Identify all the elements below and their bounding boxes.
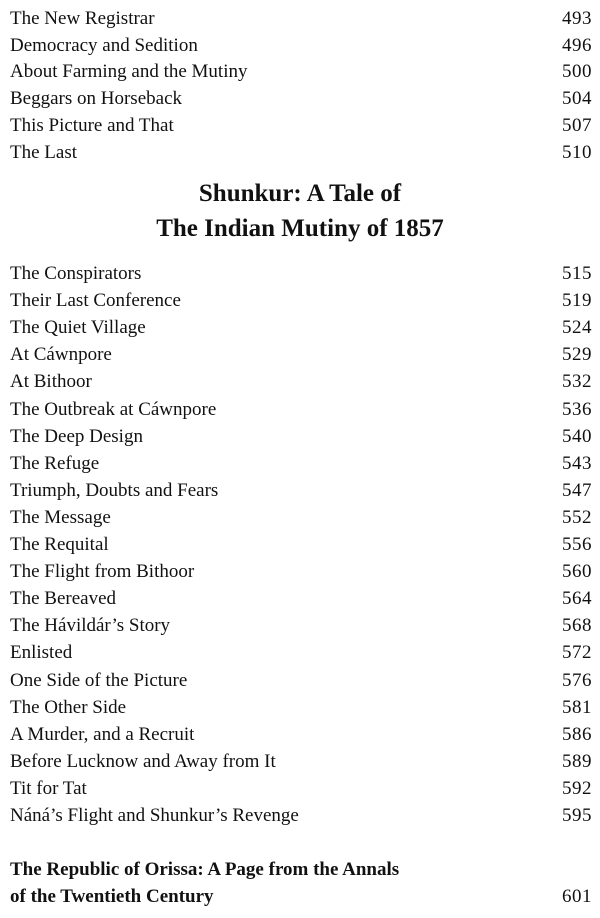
toc-entry-title: The Last bbox=[10, 141, 78, 163]
toc-entry-title: The Conspirators bbox=[10, 263, 142, 284]
toc-entry bbox=[10, 667, 592, 694]
toc-entry-page-number: 507 bbox=[562, 114, 592, 136]
final-entry-title-line2: of the Twentieth Century bbox=[10, 886, 214, 907]
toc-entry-page-number: 510 bbox=[562, 141, 592, 163]
toc-entry bbox=[10, 775, 592, 802]
toc-entry-page-number: 586 bbox=[562, 723, 592, 745]
toc-entry-title: Democracy and Sedition bbox=[10, 34, 198, 56]
toc-entry bbox=[10, 5, 592, 32]
final-entry-page-number: 601 bbox=[562, 886, 592, 907]
toc-entry-page-number: 519 bbox=[562, 290, 592, 312]
toc-entry-page-number: 504 bbox=[562, 88, 592, 110]
toc-entry-page-number: 500 bbox=[562, 61, 592, 83]
section-heading bbox=[0, 176, 600, 246]
toc-entry-title: Their Last Conference bbox=[10, 290, 181, 312]
toc-entry-page-number: 515 bbox=[562, 263, 592, 284]
toc-entry bbox=[10, 139, 592, 166]
toc-entry bbox=[10, 58, 592, 85]
toc-entry bbox=[10, 477, 592, 504]
toc-entry-page-number: 564 bbox=[562, 588, 592, 610]
toc-entry-title: Enlisted bbox=[10, 642, 73, 664]
toc-entry-title: Before Lucknow and Away from It bbox=[10, 750, 276, 772]
toc-entry bbox=[10, 368, 592, 395]
toc-entry bbox=[10, 396, 592, 423]
toc-entry-page-number: 589 bbox=[562, 750, 592, 772]
toc-entry bbox=[10, 450, 592, 477]
toc-entry-title: The Requital bbox=[10, 534, 109, 555]
final-entry-title-line1: The Republic of Orissa: A Page from the Annals bbox=[10, 859, 400, 880]
toc-entry-page-number: 536 bbox=[562, 398, 592, 420]
toc-entry-page-number: 532 bbox=[562, 371, 592, 393]
toc-entry-title: The Message bbox=[10, 506, 111, 528]
toc-entry bbox=[10, 558, 592, 585]
toc-entry-title: At Bithoor bbox=[10, 371, 92, 393]
toc-entry bbox=[10, 314, 592, 341]
toc-entry-page-number: 540 bbox=[562, 425, 592, 447]
toc-entry-page-number: 543 bbox=[562, 452, 592, 474]
toc-entry-title: Tit for Tat bbox=[10, 777, 87, 799]
toc-entry bbox=[10, 85, 592, 112]
section-heading-line2: The Indian Mutiny of 1857 bbox=[156, 215, 444, 242]
toc-entry bbox=[10, 694, 592, 721]
toc-entry-title: At Cáwnpore bbox=[10, 344, 112, 366]
toc-entry-title: The New Registrar bbox=[10, 8, 155, 29]
final-entry-line1 bbox=[10, 856, 592, 883]
toc-entry-title: The Other Side bbox=[10, 696, 127, 718]
toc-entry bbox=[10, 531, 592, 558]
toc-entry-page-number: 568 bbox=[562, 615, 592, 637]
toc-entry-page-number: 556 bbox=[562, 534, 592, 555]
toc-entry bbox=[10, 341, 592, 368]
toc-entry-page-number: 592 bbox=[562, 777, 592, 799]
toc-entry-page-number: 560 bbox=[562, 561, 592, 583]
toc-entry bbox=[10, 423, 592, 450]
toc-entry bbox=[10, 639, 592, 666]
toc-entry-page-number: 576 bbox=[562, 669, 592, 691]
toc-entry-title: The Quiet Village bbox=[10, 317, 146, 339]
toc-entry bbox=[10, 32, 592, 59]
toc-entry bbox=[10, 612, 592, 639]
toc-entry-title: A Murder, and a Recruit bbox=[10, 723, 195, 745]
toc-entry-title: The Hávildár’s Story bbox=[10, 615, 171, 637]
toc-entry-page-number: 552 bbox=[562, 506, 592, 528]
toc-entry-title: Beggars on Horseback bbox=[10, 88, 183, 110]
toc-entry bbox=[10, 748, 592, 775]
toc-entry-title: This Picture and That bbox=[10, 114, 174, 136]
toc-entry-page-number: 493 bbox=[562, 8, 592, 29]
toc-entry-title: The Deep Design bbox=[10, 425, 143, 447]
toc-entry-title: About Farming and the Mutiny bbox=[10, 61, 248, 83]
toc-entry bbox=[10, 504, 592, 531]
toc-entry-page-number: 547 bbox=[562, 479, 592, 501]
final-entry-line2 bbox=[10, 883, 592, 910]
toc-entry bbox=[10, 287, 592, 314]
section-heading-line1: Shunkur: A Tale of bbox=[198, 180, 402, 207]
toc-entry-title: Náná’s Flight and Shunkur’s Revenge bbox=[10, 805, 299, 826]
toc-entry bbox=[10, 721, 592, 748]
toc-entry-page-number: 572 bbox=[562, 642, 592, 664]
toc-entry bbox=[10, 112, 592, 139]
toc-entry-title: Triumph, Doubts and Fears bbox=[10, 479, 219, 501]
toc-entry bbox=[10, 585, 592, 612]
toc-entry-page-number: 595 bbox=[562, 805, 592, 826]
toc-entry bbox=[10, 802, 592, 829]
toc-entry-title: The Bereaved bbox=[10, 588, 117, 610]
toc-entry-page-number: 496 bbox=[562, 34, 592, 56]
toc-entry-page-number: 524 bbox=[562, 317, 592, 339]
toc-entry-title: The Refuge bbox=[10, 452, 100, 474]
toc-entry-page-number: 529 bbox=[562, 344, 592, 366]
toc-entry-title: The Outbreak at Cáwnpore bbox=[10, 398, 217, 420]
toc-entry-title: One Side of the Picture bbox=[10, 669, 188, 691]
toc-entry-page-number: 581 bbox=[562, 696, 592, 718]
toc-entry-title: The Flight from Bithoor bbox=[10, 561, 195, 583]
toc-entry bbox=[10, 260, 592, 287]
